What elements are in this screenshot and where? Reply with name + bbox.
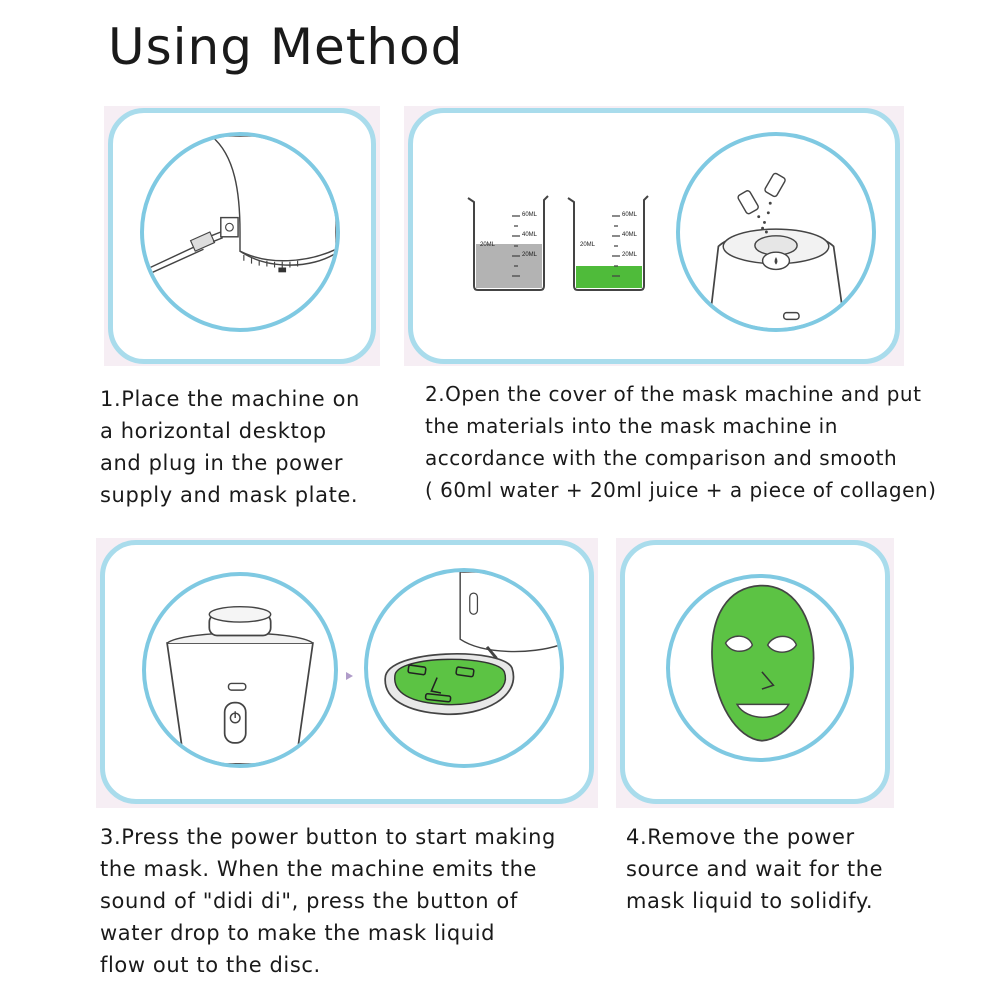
step-1-text (100, 383, 360, 511)
page-title: Using Method (108, 18, 464, 76)
step-3-line-4: water drop to make the mask liquid (100, 921, 496, 945)
step-2-line-4: ( 60ml water + 20ml juice + a piece of collagen) (425, 478, 937, 502)
step-1-line-4: supply and mask plate. (100, 483, 359, 507)
step-4-line-2: source and wait for the (626, 857, 884, 881)
beaker-juice-mark-20: 20ML (622, 252, 638, 258)
step-1-line-1: 1.Place the machine on (100, 387, 360, 411)
step-3-machine-circle (142, 572, 338, 768)
green-face-mask-illustration (670, 578, 850, 758)
beaker-water-mark-20: 20ML (522, 252, 538, 258)
step-2-text (425, 378, 936, 506)
step-1-line-2: a horizontal desktop (100, 419, 327, 443)
beaker-water-side-label: 20ML (480, 242, 496, 248)
step-1-illustration-circle (140, 132, 340, 332)
beaker-juice-side-label: 20ML (580, 242, 596, 248)
beaker-juice-mark-60: 60ML (622, 212, 638, 218)
mask-disc-illustration (368, 572, 560, 764)
beaker-water (464, 192, 552, 292)
step-4-illustration-circle (666, 574, 854, 762)
step-2-illustration-circle (676, 132, 876, 332)
step-3-line-1: 3.Press the power button to start making (100, 825, 556, 849)
beaker-juice-mark-40: 40ML (622, 232, 638, 238)
step-3-arrow-icon (346, 672, 353, 680)
beaker-water-mark-40: 40ML (522, 232, 538, 238)
step-2-line-3: accordance with the comparison and smooth (425, 446, 898, 470)
machine-lid-open-illustration (680, 136, 872, 328)
step-2-line-1: 2.Open the cover of the mask machine and put (425, 382, 922, 406)
step-4-line-1: 4.Remove the power (626, 825, 855, 849)
step-3-line-5: flow out to the disc. (100, 953, 321, 977)
step-3-disc-circle (364, 568, 564, 768)
machine-power-button-illustration (146, 576, 334, 764)
step-3-text (100, 821, 556, 981)
machine-plug-illustration (144, 136, 336, 328)
step-4-line-3: mask liquid to solidify. (626, 889, 874, 913)
beaker-water-mark-60: 60ML (522, 212, 538, 218)
step-1-line-3: and plug in the power (100, 451, 344, 475)
beaker-juice (564, 192, 652, 292)
step-2-line-2: the materials into the mask machine in (425, 414, 838, 438)
step-3-line-3: sound of "didi di", press the button of (100, 889, 518, 913)
step-4-text (626, 821, 883, 917)
step-3-line-2: the mask. When the machine emits the (100, 857, 538, 881)
